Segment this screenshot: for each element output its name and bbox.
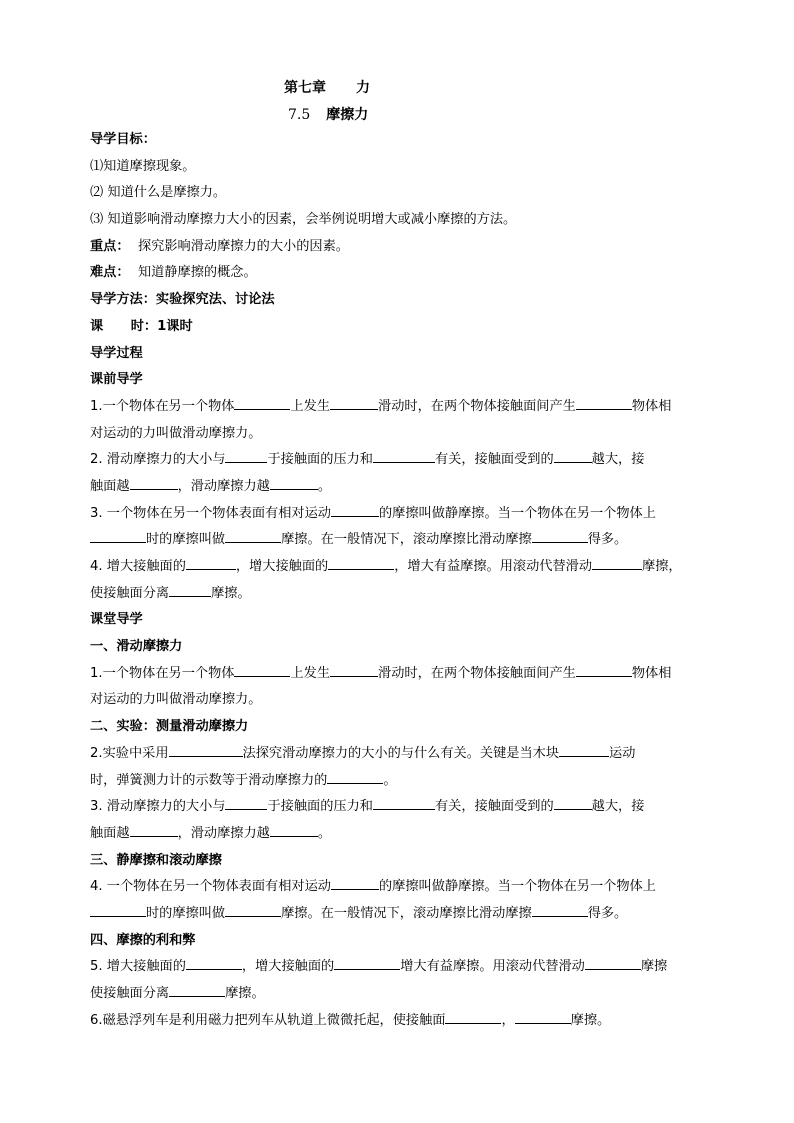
blank <box>532 541 588 543</box>
chapter-number: 第七章 <box>284 80 326 96</box>
difficulty-text: 知道静摩擦的概念。 <box>137 265 257 281</box>
text-segment: 摩擦 <box>640 959 668 975</box>
text-segment: 触面越 <box>90 478 130 494</box>
blank <box>445 1022 501 1024</box>
blank <box>90 915 146 917</box>
text-segment: 3. 一个物体在另一个物体表面有相对运动 <box>90 505 331 521</box>
blank <box>373 461 435 463</box>
text-segment: 越大，接 <box>591 799 645 815</box>
question-cont <box>90 474 705 501</box>
question <box>90 554 705 581</box>
blank <box>186 568 236 570</box>
key-point-text: 探究影响滑动摩擦力的大小的因素。 <box>137 238 349 254</box>
question-cont <box>90 821 705 848</box>
text-segment: 摩擦。 <box>570 1012 611 1028</box>
blank <box>234 408 290 410</box>
text-segment: 增大有益摩擦。用滚动代替滑动 <box>400 959 585 975</box>
text-segment: 时的摩擦叫做 <box>146 532 226 548</box>
chapter-title <box>284 77 370 97</box>
section-title <box>288 104 368 124</box>
blank <box>334 968 400 970</box>
text-segment: 使接触面分离 <box>90 986 170 1001</box>
blank <box>225 915 281 917</box>
text-segment: 摩擦， <box>642 559 682 574</box>
text-segment: 于接触面的压力和 <box>267 452 373 468</box>
section-name: 摩擦力 <box>326 107 369 123</box>
blank <box>270 488 318 490</box>
question-cont <box>90 581 705 608</box>
blank <box>554 461 592 463</box>
text-segment: 得多。 <box>587 532 628 548</box>
blank <box>169 755 243 757</box>
text-segment: 得多。 <box>587 905 628 921</box>
content-body <box>90 127 705 1034</box>
difficulty-label: 难点： <box>90 265 130 281</box>
question-cont <box>90 901 705 928</box>
question-cont <box>90 981 705 1008</box>
chapter-name: 力 <box>356 80 370 96</box>
text-segment: 1.一个物体在另一个物体 <box>90 665 235 681</box>
text-segment: 5. 增大接触面的 <box>90 959 186 975</box>
blank <box>585 968 641 970</box>
question-cont: 对运动的力叫做滑动摩擦力。 <box>90 692 262 708</box>
blank <box>225 461 267 463</box>
question <box>90 661 705 688</box>
text-segment: 6.磁悬浮列车是利用磁力把列车从轨道上微微托起，使接触面 <box>90 1012 446 1028</box>
question-cont <box>90 768 705 795</box>
text-segment: 有关，接触面受到的 <box>434 452 554 468</box>
text-segment: 2. 滑动摩擦力的大小与 <box>90 452 226 468</box>
text-segment: ，滑动摩擦力越 <box>177 825 270 841</box>
text-segment: 2.实验中采用 <box>90 745 169 761</box>
blank <box>225 808 267 810</box>
period-label-b: 时： <box>130 318 158 334</box>
blank <box>592 568 642 570</box>
question <box>90 394 705 421</box>
blank <box>130 488 178 490</box>
text-segment: 摩擦。在一般情况下，滚动摩擦比滑动摩擦 <box>281 905 532 921</box>
text-segment: 上发生 <box>290 398 331 414</box>
text-segment: 运动 <box>609 745 636 761</box>
blank <box>331 515 379 517</box>
text-segment: ，滑动摩擦力越 <box>177 478 270 494</box>
text-segment: 使接触面分离 <box>90 585 170 601</box>
blank <box>328 568 394 570</box>
blank <box>327 782 383 784</box>
difficulty <box>90 260 705 287</box>
blank <box>186 968 242 970</box>
blank <box>225 541 281 543</box>
text-segment: 。 <box>383 772 397 788</box>
question <box>90 1008 705 1035</box>
text-segment: 上发生 <box>290 665 331 681</box>
goal-item: ⑶ 知道影响滑动摩擦力大小的因素，会举例说明增大或减小摩擦的方法。 <box>90 212 517 228</box>
section-number: 7.5 <box>288 107 311 123</box>
text-segment: 4. 增大接触面的 <box>90 559 186 574</box>
period-value: 1课时 <box>157 318 193 334</box>
blank <box>330 675 378 677</box>
text-segment: 。 <box>317 825 332 841</box>
blank <box>532 915 588 917</box>
question-cont: 对运动的力叫做滑动摩擦力。 <box>90 425 262 441</box>
text-segment: 时的摩擦叫做 <box>146 905 226 921</box>
text-segment: ， <box>501 1012 515 1028</box>
text-segment: 滑动时，在两个物体接触面间产生 <box>378 665 576 681</box>
text-segment: 时，弹簧测力计的示数等于滑动摩擦力的 <box>90 772 328 788</box>
goal-item: ⑴知道摩擦现象。 <box>90 158 196 174</box>
blank <box>373 808 435 810</box>
question-cont <box>90 527 705 554</box>
blank <box>169 595 211 597</box>
text-segment: 1.一个物体在另一个物体 <box>90 398 235 414</box>
text-segment: 物体相 <box>631 398 672 414</box>
text-segment: 摩擦。 <box>211 585 251 601</box>
blank <box>576 408 632 410</box>
text-segment: 的摩擦叫做静摩擦。当一个物体在另一个物体上 <box>378 879 656 895</box>
blank <box>515 1022 571 1024</box>
blank <box>330 408 378 410</box>
blank <box>559 755 609 757</box>
question <box>90 741 705 768</box>
blank <box>554 808 592 810</box>
question <box>90 794 705 821</box>
text-segment: 3. 滑动摩擦力的大小与 <box>90 799 226 815</box>
question <box>90 954 705 981</box>
subsection-heading: 二、实验：测量滑动摩擦力 <box>90 719 249 735</box>
blank <box>270 835 318 837</box>
text-segment: ，增大接触面的 <box>241 959 335 975</box>
text-segment: 。 <box>317 478 332 494</box>
question <box>90 501 705 528</box>
class-heading: 课堂导学 <box>90 612 143 628</box>
text-segment: 的摩擦叫做静摩擦。当一个物体在另一个物体上 <box>378 505 656 521</box>
text-segment: 物体相 <box>631 665 672 681</box>
text-segment: 滑动时，在两个物体接触面间产生 <box>378 398 576 414</box>
text-segment: 摩擦。在一般情况下，滚动摩擦比滑动摩擦 <box>281 532 532 548</box>
goal-item: ⑵ 知道什么是摩擦力。 <box>90 185 227 201</box>
text-segment: 法探究滑动摩擦力的大小的与什么有关。关键是当木块 <box>242 745 560 761</box>
blank <box>576 675 632 677</box>
method-line: 导学方法：实验探究法、讨论法 <box>90 292 275 308</box>
subsection-heading: 三、静摩擦和滚动摩擦 <box>90 852 222 868</box>
goals-heading: 导学目标： <box>90 132 156 147</box>
key-point <box>90 234 705 261</box>
text-segment: 4. 一个物体在另一个物体表面有相对运动 <box>90 879 331 895</box>
question <box>90 874 705 901</box>
pre-heading: 课前导学 <box>90 372 143 388</box>
text-segment: 于接触面的压力和 <box>267 799 373 815</box>
text-segment: 触面越 <box>90 825 130 841</box>
text-segment: 摩擦。 <box>225 986 265 1001</box>
text-segment: ，增大接触面的 <box>235 559 329 574</box>
blank <box>130 835 178 837</box>
question <box>90 447 705 474</box>
text-segment: 有关，接触面受到的 <box>434 799 554 815</box>
text-segment: ，增大有益摩擦。用滚动代替滑动 <box>394 559 593 574</box>
process-heading: 导学过程 <box>90 345 143 361</box>
period-line <box>90 314 705 341</box>
period-label-a: 课 <box>90 318 104 334</box>
subsection-heading: 四、摩擦的利和弊 <box>90 932 196 948</box>
subsection-heading: 一、滑动摩擦力 <box>90 639 183 655</box>
blank <box>234 675 290 677</box>
blank <box>90 541 146 543</box>
blank <box>331 888 379 890</box>
blank <box>169 995 225 997</box>
text-segment: 越大，接 <box>591 452 645 468</box>
key-point-label: 重点： <box>90 238 130 254</box>
